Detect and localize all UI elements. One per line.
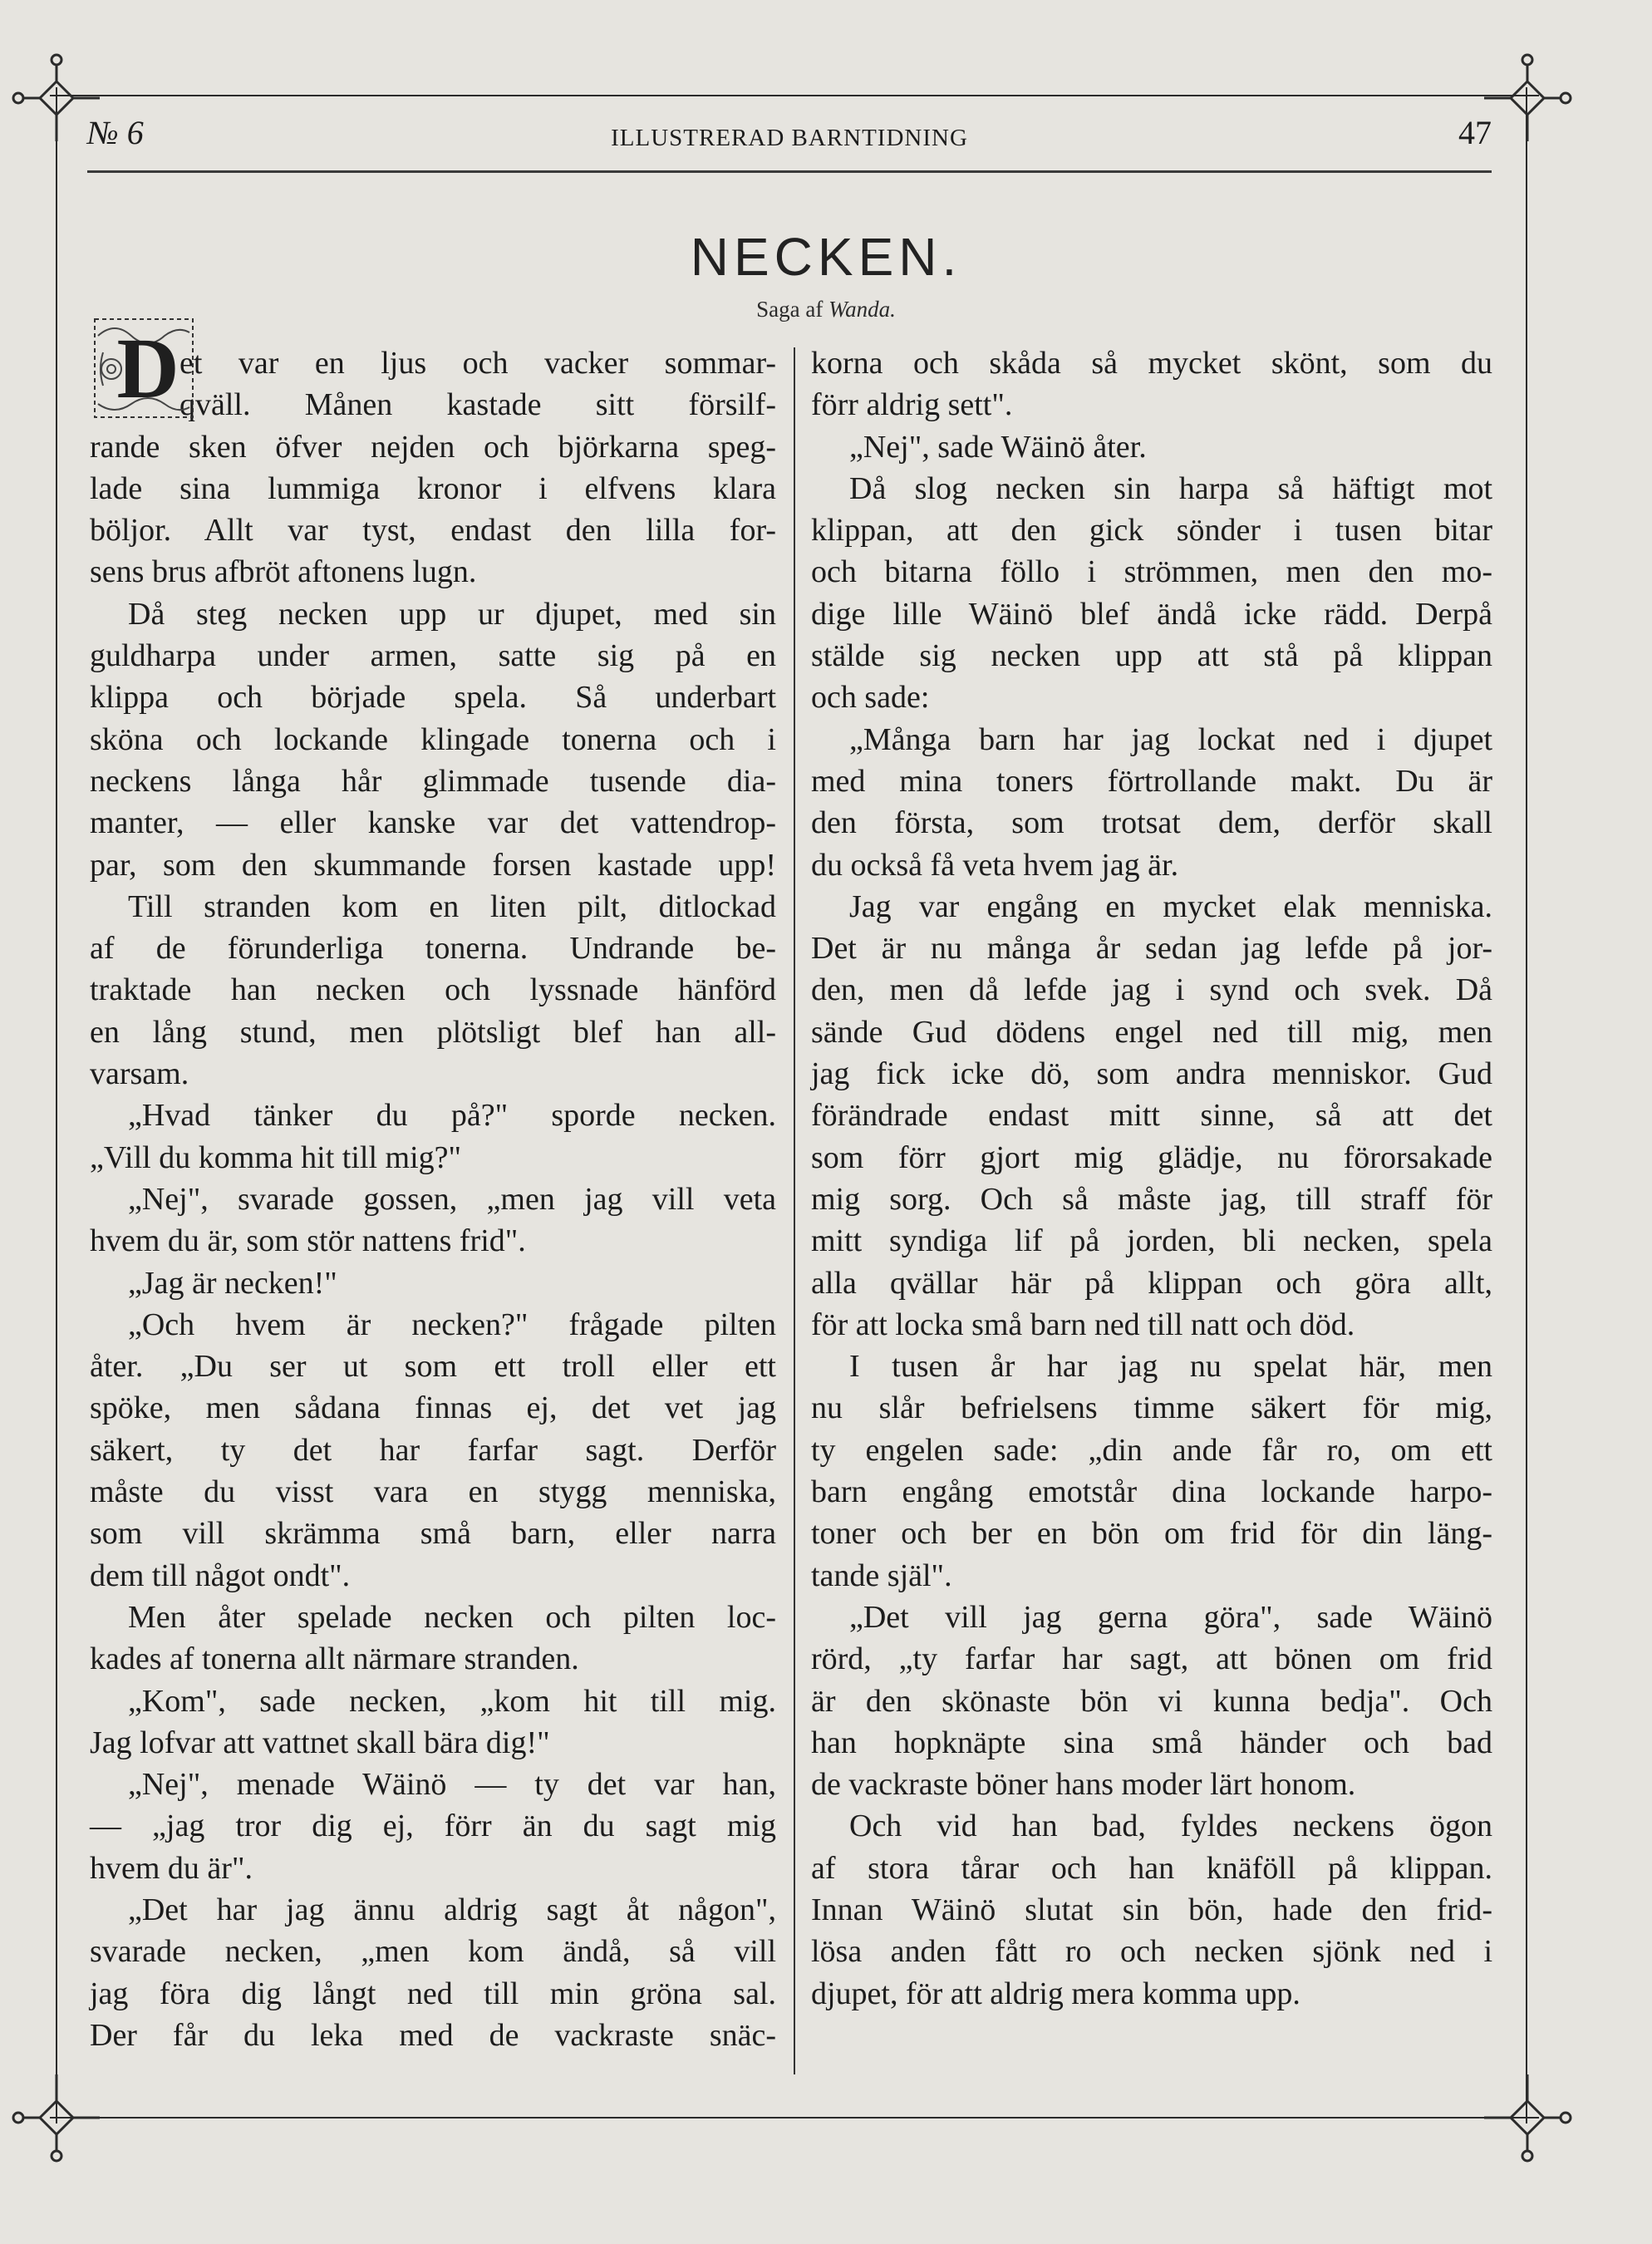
text-line: den, men då lefde jag i synd och svek. Då <box>811 972 1492 1008</box>
issue-number: № 6 <box>87 114 144 151</box>
text-line: som vill skrämma små barn, eller narra <box>90 1516 776 1552</box>
text-line: sände Gud dödens engel ned till mig, men <box>811 1014 1492 1050</box>
left-column <box>90 321 776 2056</box>
corner-ornament-icon <box>1477 48 1577 148</box>
text-line: klippa och började spela. Så underbart <box>90 680 776 716</box>
text-line: lösa anden fått ro och necken sjönk ned i <box>811 1934 1492 1970</box>
text-line: manter, — eller kanske var det vattendrop- <box>90 805 776 841</box>
text-line: „Och hvem är necken?" frågade pilten <box>128 1307 776 1342</box>
text-line: förr aldrig sett". <box>811 387 1013 423</box>
text-line: som förr gjort mig glädje, nu förorsakade <box>811 1139 1492 1175</box>
text-line: nu slår befrielsens timme säkert för mig, <box>811 1390 1492 1426</box>
text-line: sens brus afbröt aftonens lugn. <box>90 554 477 590</box>
header-rule <box>87 170 1492 173</box>
text-line: böljor. Allt var tyst, endast den lilla for- <box>90 513 776 549</box>
subtitle-prefix: Saga af <box>756 297 824 322</box>
text-line: korna och skåda så mycket skönt, som du <box>811 346 1492 381</box>
text-line: „Nej", svarade gossen, „men jag vill veta <box>128 1181 776 1217</box>
text-line: Men åter spelade necken och pilten loc- <box>128 1599 776 1635</box>
text-line: säkert, ty det har farfar sagt. Derför <box>90 1432 776 1468</box>
text-line: för att locka små barn ned till natt och död. <box>811 1307 1355 1342</box>
text-line: tande själ". <box>811 1558 952 1593</box>
text-line: kades af tonerna allt närmare stranden. <box>90 1641 579 1677</box>
drop-cap-letter: D <box>116 321 179 416</box>
text-line: toner och ber en bön om frid för din läng- <box>811 1516 1492 1552</box>
text-line: Jag lofvar att vattnet skall bära dig!" <box>90 1725 550 1760</box>
text-line: — „jag tror dig ej, förr än du sagt mig <box>90 1808 776 1844</box>
text-line: förändrade endast mitt sinne, så att det <box>811 1098 1492 1134</box>
text-line: Innan Wäinö slutat sin bön, hade den frid- <box>811 1892 1492 1927</box>
frame-bottom <box>50 2117 1539 2119</box>
author-name: Wanda. <box>828 297 896 322</box>
text-line: du också få veta hvem jag är. <box>811 847 1179 883</box>
text-line: „Många barn har jag lockat ned i djupet <box>849 721 1492 757</box>
text-line: Då slog necken sin harpa så häftigt mot <box>849 470 1492 506</box>
text-line: lade sina lummiga kronor i elfvens klara <box>90 470 776 506</box>
text-line: djupet, för att aldrig mera komma upp. <box>811 1976 1300 2011</box>
text-line: med mina toners förtrollande makt. Du är <box>811 763 1492 799</box>
text-line: en lång stund, men plötsligt blef han all- <box>90 1014 776 1050</box>
text-line: åter. „Du ser ut som ett troll eller ett <box>90 1349 776 1385</box>
text-line: Der får du leka med de vackraste snäc- <box>90 2017 776 2053</box>
text-line: traktade han necken och lyssnade hänförd <box>90 972 776 1008</box>
text-line: I tusen år har jag nu spelat här, men <box>849 1349 1492 1385</box>
right-column <box>811 342 1492 2015</box>
text-line: „Jag är necken!" <box>128 1265 337 1301</box>
text-line: stälde sig necken upp att stå på klippan <box>811 638 1492 674</box>
text-line: barn engång emotstår dina lockande harpo- <box>811 1474 1492 1510</box>
text-line: „Hvad tänker du på?" sporde necken. <box>128 1098 776 1134</box>
text-line: af de förunderliga tonerna. Undrande be- <box>90 931 776 967</box>
text-line: hvem du är". <box>90 1850 253 1886</box>
text-line: hvem du är, som stör nattens frid". <box>90 1223 526 1259</box>
text-line: neckens långa hår glimmade tusende dia- <box>90 763 776 799</box>
frame-right <box>1526 87 1527 2123</box>
text-line: klippan, att den gick sönder i tusen bitar <box>811 513 1492 549</box>
text-line: Jag var engång en mycket elak menniska. <box>849 888 1492 924</box>
text-line: mitt syndiga lif på jorden, bli necken, spela <box>811 1223 1492 1259</box>
text-line: rörd, „ty farfar har sagt, att bönen om frid <box>811 1641 1492 1677</box>
text-line: jag föra dig långt ned till min gröna sal. <box>90 1976 776 2011</box>
text-line: dige lille Wäinö blef ändå icke rädd. Derpå <box>811 596 1492 632</box>
text-line: „Kom", sade necken, „kom hit till mig. <box>128 1683 776 1719</box>
text-line: par, som den skummande forsen kastade upp! <box>90 847 776 883</box>
frame-left <box>56 87 57 2123</box>
text-line: måste du visst vara en stygg menniska, <box>90 1474 776 1510</box>
text-line: varsam. <box>90 1056 189 1092</box>
text-line: han hopknäpte sina små händer och bad <box>811 1725 1492 1760</box>
text-line: alla qvällar här på klippan och göra allt, <box>811 1265 1492 1301</box>
column-divider <box>794 347 795 2074</box>
publication-title: ILLUSTRERAD BARNTIDNING <box>611 125 968 151</box>
article-title: NECKEN. <box>690 227 962 287</box>
text-line: sköna och lockande klingade tonerna och i <box>90 721 776 757</box>
text-line: „Nej", menade Wäinö — ty det var han, <box>128 1767 776 1803</box>
corner-ornament-icon <box>1477 2068 1577 2168</box>
text-line: et var en ljus och vacker sommar- <box>179 346 776 381</box>
text-line: Och vid han bad, fyldes neckens ögon <box>849 1808 1492 1844</box>
text-line: Då steg necken upp ur djupet, med sin <box>128 596 776 632</box>
text-line: svarade necken, „men kom ändå, så vill <box>90 1934 776 1970</box>
text-line: Det är nu många år sedan jag lefde på jor- <box>811 931 1492 967</box>
text-line: af stora tårar och han knäföll på klippan. <box>811 1850 1492 1886</box>
page-number: 47 <box>1458 114 1492 151</box>
text-line: guldharpa under armen, satte sig på en <box>90 638 776 674</box>
text-line: jag fick icke dö, som andra menniskor. Gud <box>811 1056 1492 1092</box>
text-line: „Det vill jag gerna göra", sade Wäinö <box>849 1599 1492 1635</box>
frame-top <box>50 95 1539 96</box>
text-line: qväll. Månen kastade sitt försilf- <box>179 387 776 423</box>
text-line: „Det har jag ännu aldrig sagt åt någon", <box>128 1892 776 1927</box>
text-line: och sade: <box>811 680 930 716</box>
corner-ornament-icon <box>7 2068 106 2168</box>
text-line: rande sken öfver nejden och björkarna speg- <box>90 429 776 465</box>
text-line: „Vill du komma hit till mig?" <box>90 1139 462 1175</box>
text-line: „Nej", sade Wäinö åter. <box>849 429 1147 465</box>
text-line: dem till något ondt". <box>90 1558 351 1593</box>
drop-cap-ornament <box>86 311 201 426</box>
text-line: är den skönaste bön vi kunna bedja". Och <box>811 1683 1492 1719</box>
text-line: spöke, men sådana finnas ej, det vet jag <box>90 1390 776 1426</box>
text-line: och bitarna föllo i strömmen, men den mo- <box>811 554 1492 590</box>
text-line: Till stranden kom en liten pilt, ditlockad <box>128 888 776 924</box>
text-line: mig sorg. Och så måste jag, till straff för <box>811 1181 1492 1217</box>
article-subtitle <box>0 297 1652 322</box>
text-line: de vackraste böner hans moder lärt honom. <box>811 1767 1356 1803</box>
running-header <box>87 108 1492 158</box>
text-line: ty engelen sade: „din ande får ro, om ett <box>811 1432 1492 1468</box>
text-line: den första, som trotsat dem, derför skall <box>811 805 1492 841</box>
